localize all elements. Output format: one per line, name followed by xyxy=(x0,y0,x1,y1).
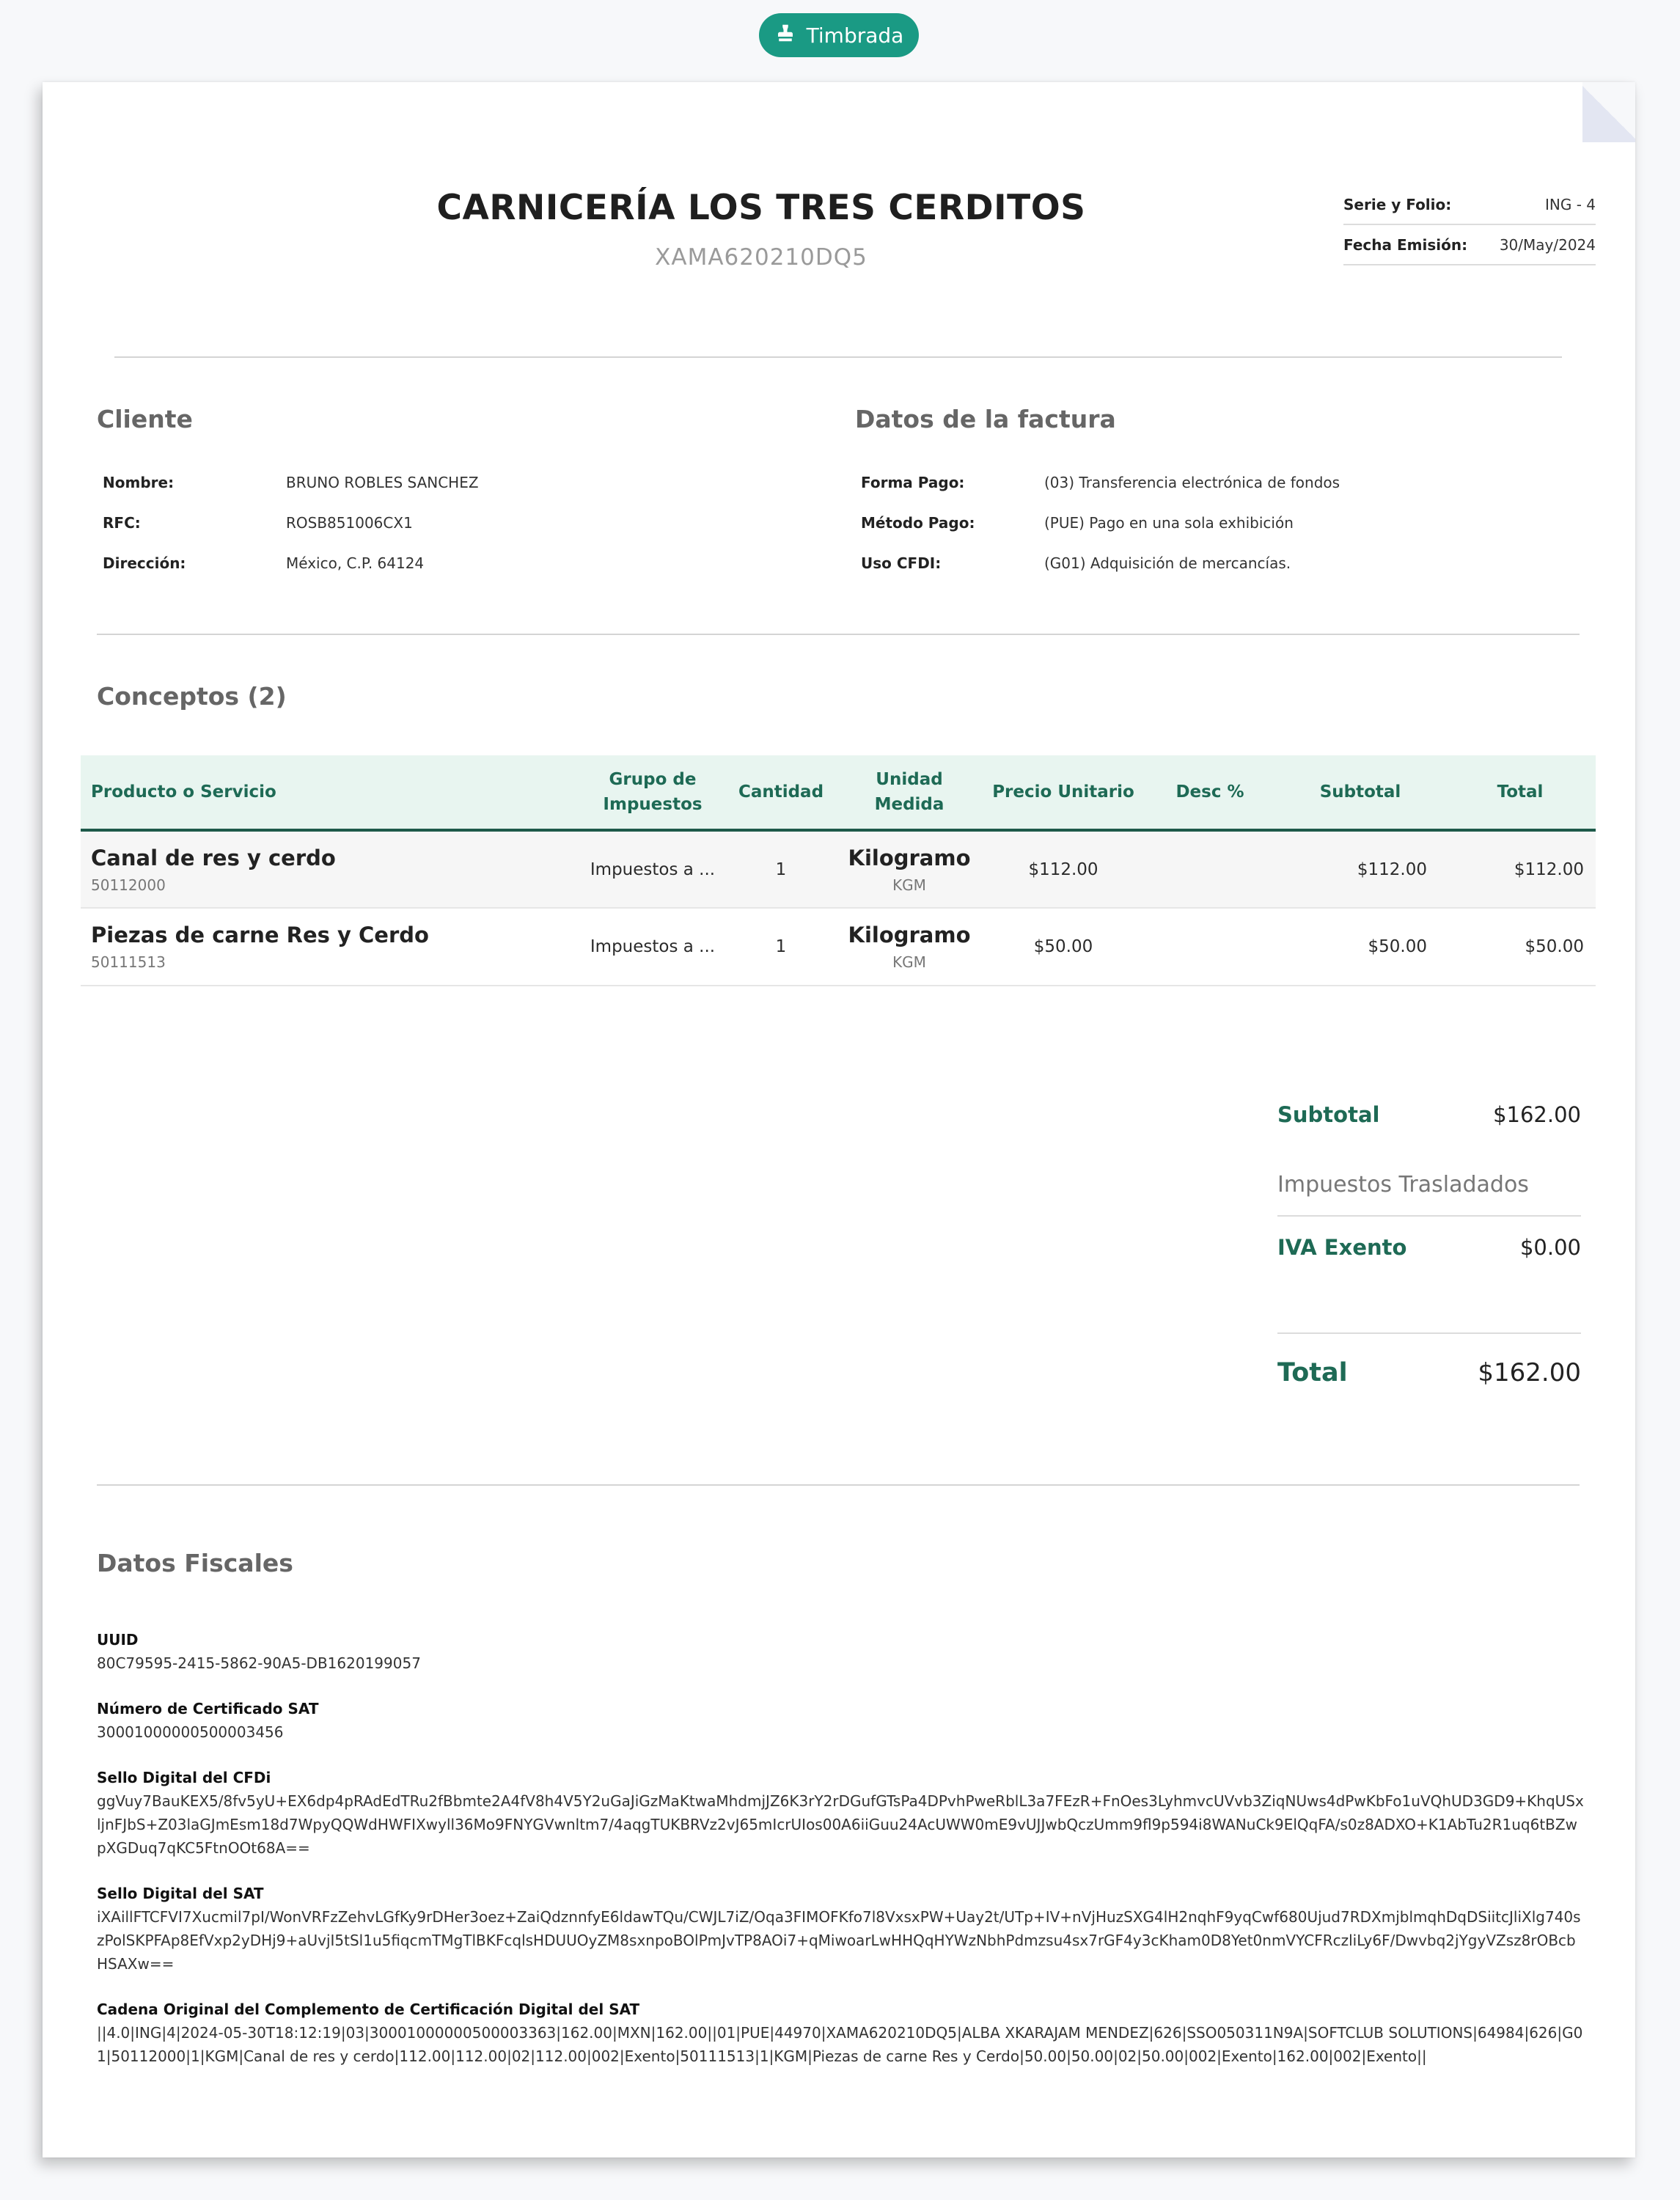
col-total: Total xyxy=(1497,782,1544,802)
sello-cfdi-label: Sello Digital del CFDi xyxy=(97,1769,271,1786)
impuestos-trasladados-title: Impuestos Trasladados xyxy=(1277,1172,1581,1217)
col-desc: Desc % xyxy=(1175,782,1244,802)
invoice-sheet xyxy=(43,82,1635,2157)
cliente-direccion-value: México, C.P. 64124 xyxy=(286,554,425,572)
col-unidad-line1: Unidad xyxy=(876,770,943,789)
status-badge xyxy=(759,13,919,57)
conceptos-title: Conceptos (2) xyxy=(97,682,287,711)
producto-cell xyxy=(81,830,579,908)
cliente-nombre-row xyxy=(103,462,763,502)
company-name: CARNICERÍA LOS TRES CERDITOS xyxy=(436,188,1086,228)
col-subtotal: Subtotal xyxy=(1319,782,1401,802)
metodo-pago-label: Método Pago: xyxy=(861,513,975,532)
uso-cfdi-row xyxy=(861,543,1580,583)
desc-cell xyxy=(1144,830,1276,908)
subtotal-cell: $50.00 xyxy=(1276,908,1445,986)
impuestos-cell: Impuestos a ... xyxy=(579,830,726,908)
totals-block xyxy=(1277,1094,1581,1412)
metodo-pago-row xyxy=(861,502,1580,543)
divider xyxy=(114,356,1562,358)
precio-cell: $112.00 xyxy=(983,830,1144,908)
subtotal-value: $162.00 xyxy=(1493,1102,1581,1127)
cliente-nombre-label: Nombre: xyxy=(103,473,175,491)
company-header xyxy=(248,188,1274,271)
serie-folio-value: ING - 4 xyxy=(1544,195,1596,213)
subtotal-cell: $112.00 xyxy=(1276,830,1445,908)
company-rfc: XAMA620210DQ5 xyxy=(655,244,867,271)
datos-fiscales xyxy=(97,1628,1585,2090)
iva-value: $0.00 xyxy=(1519,1235,1581,1260)
serie-folio-label: Serie y Folio: xyxy=(1343,195,1452,213)
col-unidad-medida xyxy=(836,755,983,830)
table-row xyxy=(81,908,1596,986)
conceptos-table xyxy=(81,755,1596,986)
cadena-original-block xyxy=(97,1998,1585,2068)
cadena-original-label: Cadena Original del Complemento de Certificación Digital del SAT xyxy=(97,2001,640,2018)
forma-pago-value: (03) Transferencia electrónica de fondos xyxy=(1044,473,1340,491)
total-cell: $112.00 xyxy=(1445,830,1596,908)
fecha-value: 30/May/2024 xyxy=(1499,235,1596,254)
col-grupo-impuestos xyxy=(579,755,726,830)
cliente-direccion-label: Dirección: xyxy=(103,554,186,572)
forma-pago-row xyxy=(861,462,1580,502)
certificado-block xyxy=(97,1697,1585,1744)
unidad-code: KGM xyxy=(892,953,926,971)
cliente-info xyxy=(103,462,763,583)
table-header-row xyxy=(81,755,1596,830)
col-grupo-line1: Grupo de xyxy=(609,770,697,789)
divider xyxy=(97,1484,1580,1486)
cliente-rfc-value: ROSB851006CX1 xyxy=(286,513,413,532)
sello-sat-label: Sello Digital del SAT xyxy=(97,1885,264,1902)
impuestos-cell: Impuestos a ... xyxy=(579,908,726,986)
cantidad-cell: 1 xyxy=(726,908,836,986)
uuid-block xyxy=(97,1628,1585,1675)
producto-code: 50112000 xyxy=(91,876,166,894)
sello-sat-value: iXAillFTCFVI7Xucmil7pI/WonVRFzZehvLGfKy9rDHer3oez+ZaiQdznnfyE6ldawTQu/CWJL7iZ/Oqa3FIMOFKfo7l8VxsxPW+Uay2t/UTp+IV+nVjHuzSXG4lH2nqhF9yqCwf680Ujud7RDXmjblmqhDqDSiitcJliXlg740szPolSKPFAp8EfVxp2yDHj9+aUvjI5tSl1u5fiqcmTMgTlBKFcqlsHDUUOyZM8sxnpoBOlPmJvTP8AOi7+qMiwoarLwHHQqHYWzNbhPdmzsu4sx7rGF4y3cKham0D8Yet0nmVYCFRczliLy6F/Dwvbq2jYgyVZsz8rOBcbHSAXw== xyxy=(97,1908,1581,1973)
invoice-meta xyxy=(1343,185,1596,265)
stamp-icon xyxy=(774,22,796,49)
total-row xyxy=(1277,1334,1581,1412)
sello-cfdi-value: ggVuy7BauKEX5/8fv5yU+EX6dp4pRAdEdTRu2fBbmte2A4fV8h4V5Y2uGaJiGzMaKtwaMhdmjJZ6K3rY2rDGufGTsPa4DPvhPweRblL3a7FEzR+FnOes3LyhmvcUVvb3ZiqNUws4dPwKbFo1uVQhUD3GD9+KhqUSxljnFJbS+Z03laGJmEsm18d7WpyQQWdHWFIXwyll36Mo9FNYGVwnltm7/4aqgTUKBRVz2vJ65mIcrUIos00A6iiGuu24AcUWW0mE9vUJJwbQczUmm9fl9p594i8WANuCk9ElQqFA/s0z8ADXO+K1AbTu2R1uq6tBZwpXGDuq7qKC5FtnOOt68A== xyxy=(97,1792,1584,1857)
col-producto: Producto o Servicio xyxy=(91,782,276,802)
col-precio-unitario: Precio Unitario xyxy=(992,782,1134,802)
fecha-row xyxy=(1343,225,1596,265)
cantidad-cell: 1 xyxy=(726,830,836,908)
sello-sat-block xyxy=(97,1882,1585,1976)
unidad-name: Kilogramo xyxy=(848,923,971,947)
total-label: Total xyxy=(1277,1358,1348,1387)
cliente-rfc-label: RFC: xyxy=(103,513,141,532)
producto-cell xyxy=(81,908,579,986)
iva-row xyxy=(1277,1217,1581,1278)
certificado-value: 30001000000500003456 xyxy=(97,1723,284,1741)
precio-cell: $50.00 xyxy=(983,908,1144,986)
cliente-direccion-row xyxy=(103,543,763,583)
sello-cfdi-block xyxy=(97,1766,1585,1860)
uso-cfdi-value: (G01) Adquisición de mercancías. xyxy=(1044,554,1291,572)
unidad-cell xyxy=(836,830,983,908)
certificado-label: Número de Certificado SAT xyxy=(97,1700,319,1717)
forma-pago-label: Forma Pago: xyxy=(861,473,965,491)
unidad-cell xyxy=(836,908,983,986)
fecha-label: Fecha Emisión: xyxy=(1343,235,1468,254)
producto-name: Piezas de carne Res y Cerdo xyxy=(91,923,429,947)
col-unidad-line2: Medida xyxy=(874,795,944,814)
uuid-value: 80C79595-2415-5862-90A5-DB1620199057 xyxy=(97,1654,421,1672)
unidad-code: KGM xyxy=(892,876,926,894)
uuid-label: UUID xyxy=(97,1631,139,1649)
cliente-nombre-value: BRUNO ROBLES SANCHEZ xyxy=(286,473,479,491)
total-cell: $50.00 xyxy=(1445,908,1596,986)
unidad-name: Kilogramo xyxy=(848,845,971,870)
subtotal-label: Subtotal xyxy=(1277,1102,1380,1127)
cliente-rfc-row xyxy=(103,502,763,543)
col-cantidad: Cantidad xyxy=(738,782,824,802)
producto-code: 50111513 xyxy=(91,953,166,971)
cadena-original-value: ||4.0|ING|4|2024-05-30T18:12:19|03|30001000000500003363|162.00|MXN|162.00||01|PUE|44970|XAMA620210DQ5|ALBA XKARAJAM MENDEZ|626|SSO050311N9A|SOFTCLUB SOLUTIONS|64984|626|G01|50112000|1|KGM|Canal de res y cerdo|112.00|112.00|02|112.00|002|Exento|50111513|1|KGM|Piezas de carne Res y Cerdo|50.00|50.00|02|50.00|002|Exento|162.00|002|Exento|| xyxy=(97,2024,1583,2065)
metodo-pago-value: (PUE) Pago en una sola exhibición xyxy=(1044,513,1294,532)
total-value: $162.00 xyxy=(1478,1358,1581,1387)
subtotal-row xyxy=(1277,1094,1581,1135)
uso-cfdi-label: Uso CFDI: xyxy=(861,554,942,572)
desc-cell xyxy=(1144,908,1276,986)
divider xyxy=(97,634,1580,635)
factura-info xyxy=(861,462,1580,583)
serie-folio-row xyxy=(1343,185,1596,225)
iva-label: IVA Exento xyxy=(1277,1235,1407,1260)
status-badge-label: Timbrada xyxy=(806,23,904,48)
factura-title: Datos de la factura xyxy=(855,405,1116,433)
producto-name: Canal de res y cerdo xyxy=(91,845,336,870)
cliente-title: Cliente xyxy=(97,405,193,433)
table-row xyxy=(81,830,1596,908)
page-fold xyxy=(1582,82,1635,142)
datos-fiscales-title: Datos Fiscales xyxy=(97,1549,293,1577)
col-grupo-line2: Impuestos xyxy=(603,795,703,814)
